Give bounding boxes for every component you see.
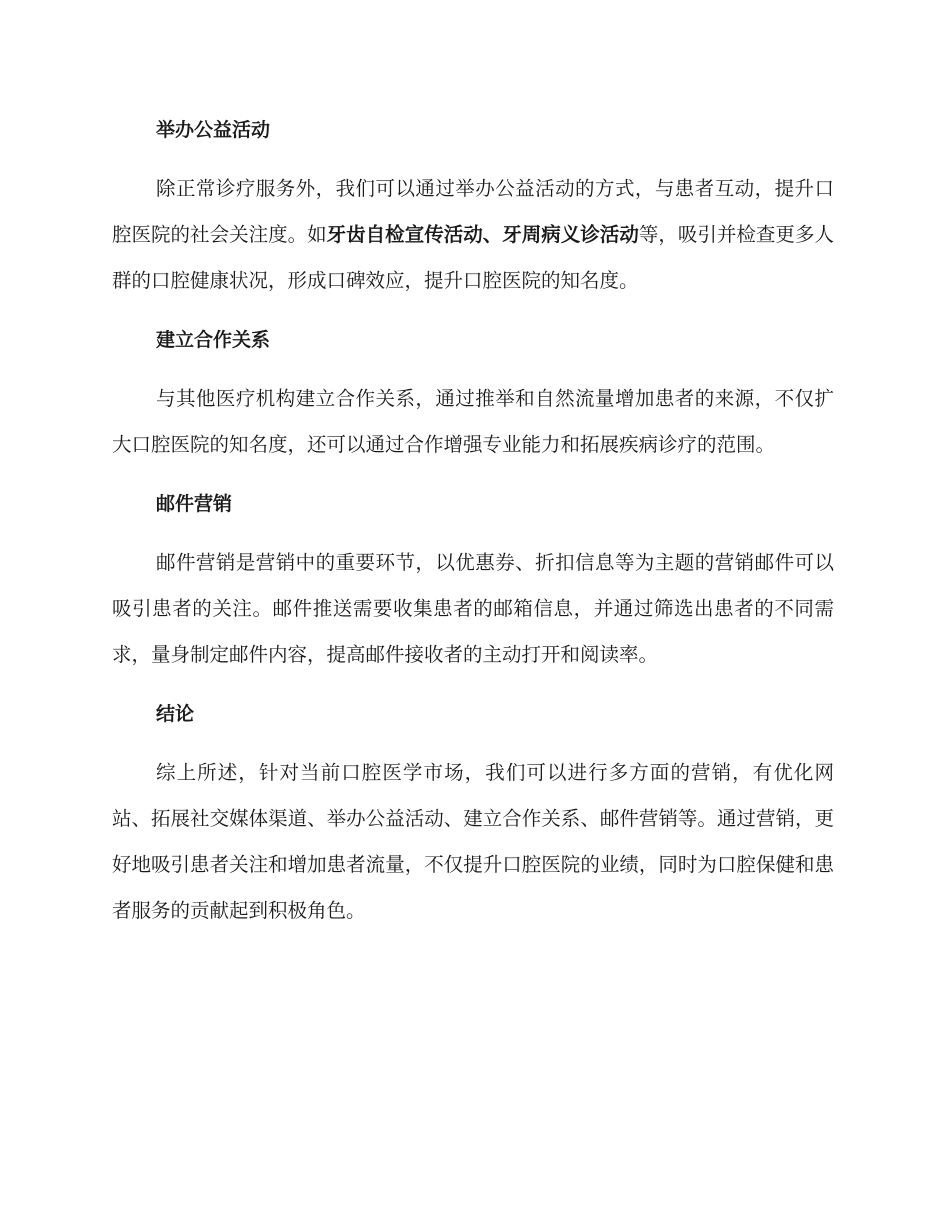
- section-heading-cooperation: 建立合作关系: [156, 329, 271, 351]
- section-paragraph-cooperation: 与其他医疗机构建立合作关系，通过推举和自然流量增加患者的来源，不仅扩大口腔医院的知名度，还可以通过合作增强专业能力和拓展疾病诊疗的范围。: [112, 387, 834, 456]
- section-paragraph-public-welfare: [112, 166, 834, 304]
- section-heading-public-welfare: 举办公益活动: [156, 119, 271, 141]
- section-paragraph-conclusion: 综上所述，针对当前口腔医学市场，我们可以进行多方面的营销，有优化网站、拓展社交媒体渠道、举办公益活动、建立合作关系、邮件营销等。通过营销，更好地吸引患者关注和增加患者流量，不仅提升口腔医院的业绩，同时为口腔保健和患者服务的贡献起到积极角色。: [112, 761, 834, 922]
- section-heading-conclusion: 结论: [156, 703, 195, 725]
- paragraph-text: 等，吸引并检查更多人群的口腔健康状况，形成口碑效应，提升口腔医院的知名度。: [112, 223, 834, 292]
- document-page: [112, 108, 834, 934]
- paragraph-bold-text: 牙齿自检宣传活动、牙周病义诊活动: [326, 223, 639, 246]
- section-heading-email-marketing: 邮件营销: [156, 493, 233, 515]
- section-paragraph-email-marketing: 邮件营销是营销中的重要环节，以优惠券、折扣信息等为主题的营销邮件可以吸引患者的关注。邮件推送需要收集患者的邮箱信息，并通过筛选出患者的不同需求，量身制定邮件内容，提高邮件接收者的主动打开和阅读率。: [112, 551, 834, 666]
- paragraph-text: 除正常诊疗服务外，我们可以通过举办公益活动的方式，与患者互动，提升口腔医院的社会关注度。如: [112, 177, 834, 246]
